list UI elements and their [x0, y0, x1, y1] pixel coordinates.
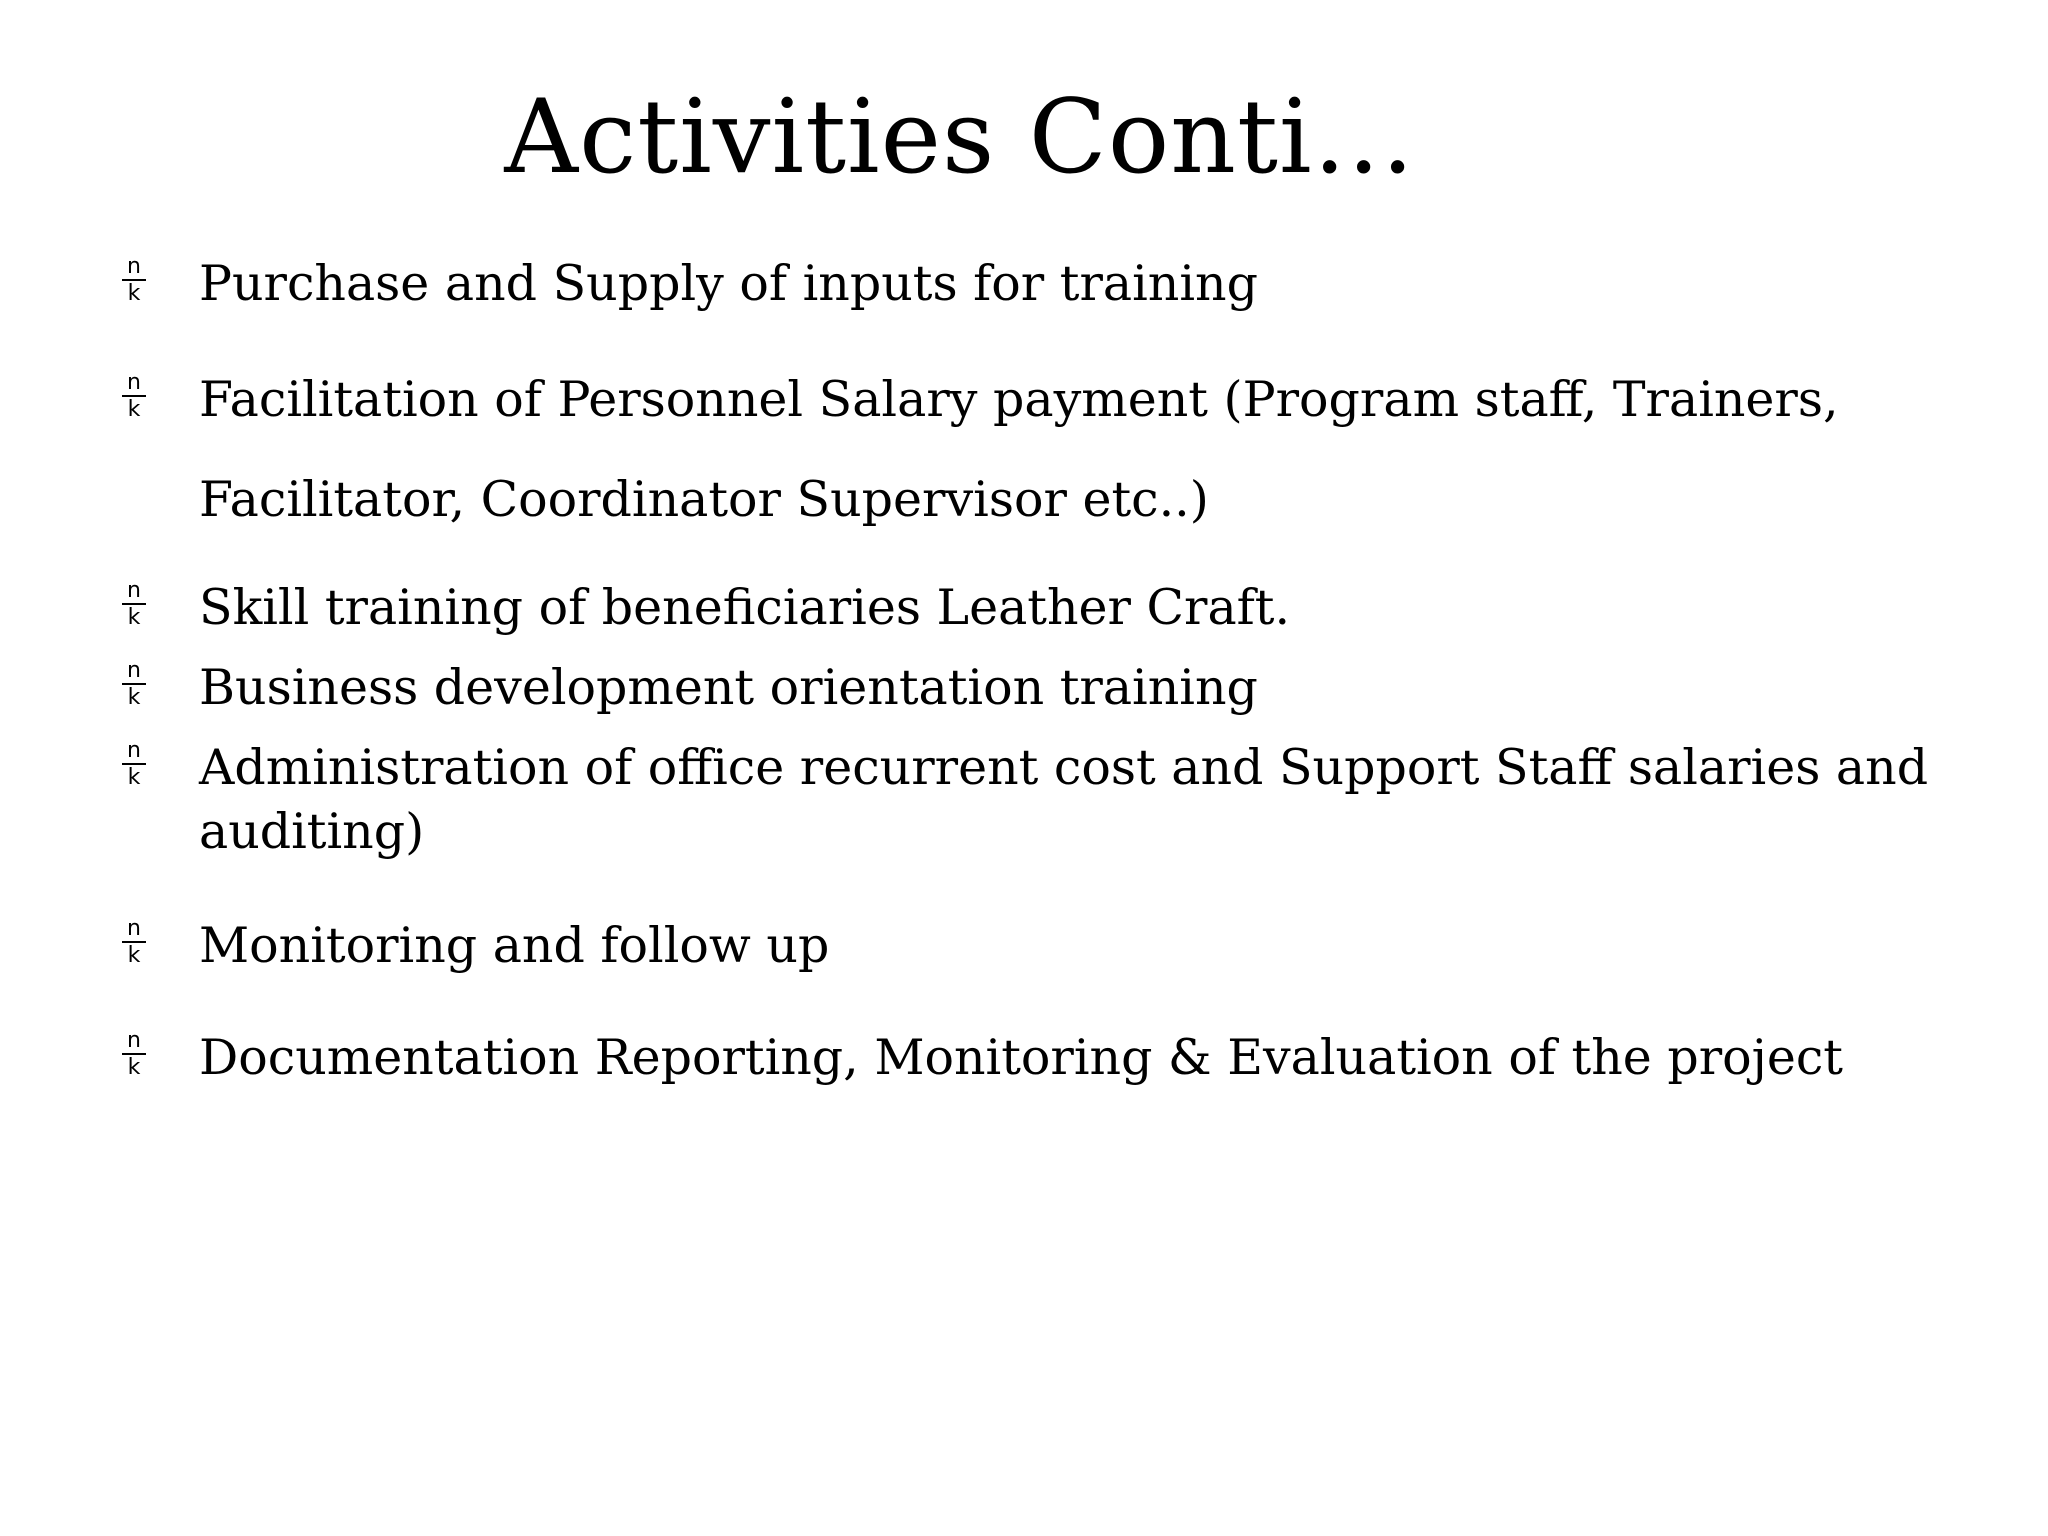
list-item	[127, 736, 1929, 864]
fraction-bullet-icon: n k	[122, 372, 146, 423]
list-item	[127, 252, 1929, 316]
list-item-text: Monitoring and follow up	[199, 917, 830, 974]
fraction-bullet-icon: n k	[122, 740, 146, 791]
list-item-text: Business development orientation training	[199, 659, 1258, 716]
list-item-text: Purchase and Supply of inputs for training	[199, 255, 1258, 312]
list-item	[127, 350, 1929, 550]
fraction-bullet-icon: n k	[122, 660, 146, 711]
list-item-text: Facilitation of Personnel Salary payment (Program staff, Trainers, Facilitator, Coordinator Supervisor etc..)	[199, 371, 1839, 528]
list-item	[127, 576, 1929, 640]
fraction-bullet-icon: n k	[122, 1030, 146, 1081]
fraction-bullet-icon: n k	[122, 256, 146, 307]
list-item-text: Skill training of beneficiaries Leather Craft.	[199, 579, 1291, 636]
list-item-text: Documentation Reporting, Monitoring & Evaluation of the project	[199, 1029, 1843, 1086]
list-item	[127, 656, 1929, 720]
fraction-bullet-icon: n k	[122, 580, 146, 631]
list-item-text: Administration of office recurrent cost and Support Staff salaries and auditing)	[199, 739, 1929, 860]
slide-title: Activities Conti…	[504, 78, 1416, 197]
fraction-bullet-icon: n k	[122, 918, 146, 969]
list-item	[127, 914, 1929, 978]
list-item	[127, 1008, 1929, 1108]
